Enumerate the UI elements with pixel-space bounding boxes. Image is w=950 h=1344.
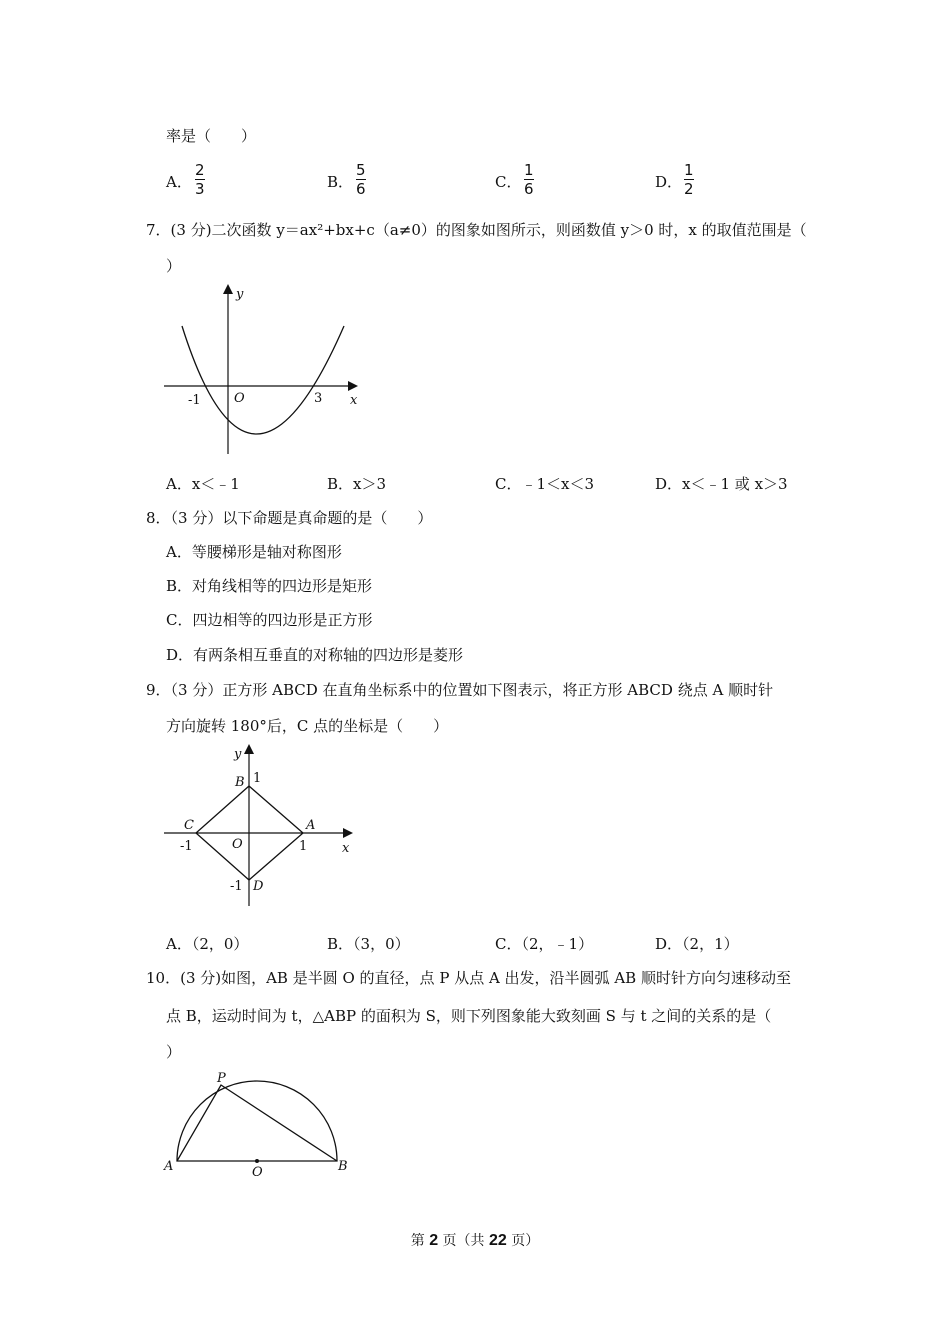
q10-semicircle-figure <box>160 1068 360 1183</box>
q6-option-d-label: D． <box>655 173 683 191</box>
q9-x-neg-one-label: -1 <box>180 839 193 854</box>
q9-y-neg-one-label: -1 <box>230 879 243 894</box>
q7-option-a: A．x＜﹣1 <box>166 475 240 493</box>
q6-option-a-den: 3 <box>195 180 205 198</box>
q8-option-b: B．对角线相等的四边形是矩形 <box>166 577 373 595</box>
q7-option-c: C．﹣1＜x＜3 <box>495 475 595 493</box>
q10-point-a-label: A <box>164 1159 174 1174</box>
q9-y-arrow <box>244 744 254 754</box>
q6-option-a-num: 2 <box>195 161 205 179</box>
q6-option-c-num: 1 <box>524 161 534 179</box>
footer-total-pages: 22 <box>489 1232 507 1249</box>
footer-middle: 页（共 <box>438 1233 489 1249</box>
footer-suffix: 页） <box>506 1233 540 1249</box>
q6-option-d-den: 2 <box>684 180 694 198</box>
q7-stem-line1: 7．(3 分)二次函数 y＝ax²+bx+c（a≠0）的图象如图所示，则函数值 y＞0 时，x 的取值范围是（ <box>146 221 807 239</box>
q7-x-arrow <box>348 381 358 391</box>
q9-x-arrow <box>343 828 353 838</box>
q9-stem-line1: 9．（3 分）正方形 ABCD 在直角坐标系中的位置如下图表示，将正方形 ABCD 绕点 A 顺时针 <box>146 681 774 699</box>
q9-x-one-label: 1 <box>299 839 308 854</box>
q9-option-d: D．（2，1） <box>655 935 739 953</box>
q6-option-b-fraction <box>356 162 366 197</box>
q6-tail: 率是（ ） <box>166 127 257 145</box>
q8-option-c: C．四边相等的四边形是正方形 <box>166 611 373 629</box>
q6-option-b-den: 6 <box>356 180 366 198</box>
q7-y-label: y <box>236 287 244 302</box>
q9-square-figure <box>160 740 370 910</box>
q7-parabola-curve <box>182 326 344 434</box>
q8-stem: 8．（3 分）以下命题是真命题的是（ ） <box>146 509 433 527</box>
q6-option-b-num: 5 <box>356 161 366 179</box>
q10-semicircle-ab <box>177 1081 337 1161</box>
page-footer <box>0 1230 950 1250</box>
q6-option-b-label: B． <box>327 173 354 191</box>
q6-option-a-label: A． <box>166 173 192 191</box>
q9-point-b-label: B <box>235 775 245 790</box>
q9-point-c-label: C <box>184 818 194 833</box>
q9-x-label: x <box>342 841 350 856</box>
q6-option-c-den: 6 <box>524 180 534 198</box>
q10-point-p-label: P <box>217 1071 226 1086</box>
q6-option-c-fraction <box>524 162 534 197</box>
q8-option-d: D．有两条相互垂直的对称轴的四边形是菱形 <box>166 646 464 664</box>
q7-x-label: x <box>350 393 358 408</box>
q6-option-c-label: C． <box>495 173 522 191</box>
q10-stem-line1: 10．(3 分)如图，AB 是半圆 O 的直径，点 P 从点 A 出发，沿半圆弧 AB 顺时针方向匀速移动至 <box>146 969 791 987</box>
q9-y-one-label: 1 <box>253 771 262 786</box>
q9-point-d-label: D <box>253 879 264 894</box>
q9-option-c: C．（2，﹣1） <box>495 935 594 953</box>
q9-y-label: y <box>234 747 242 762</box>
q7-left-root-label: -1 <box>188 393 201 408</box>
q6-option-d-fraction <box>684 162 694 197</box>
footer-prefix: 第 <box>410 1233 430 1249</box>
q10-point-b-label: B <box>338 1159 348 1174</box>
q7-stem-line2: ） <box>166 257 182 275</box>
q9-origin-label: O <box>232 837 243 852</box>
q7-right-root-label: 3 <box>314 391 323 406</box>
q10-stem-line2: 点 B，运动时间为 t，△ABP 的面积为 S，则下列图象能大致刻画 S 与 t 之间的关系的是（ <box>166 1007 772 1025</box>
q9-stem-line2: 方向旋转 180°后，C 点的坐标是（ ） <box>166 717 449 735</box>
q9-point-a-label: A <box>306 818 316 833</box>
q6-option-d-num: 1 <box>684 161 694 179</box>
q9-option-a: A．（2，0） <box>166 935 249 953</box>
q8-option-a: A．等腰梯形是轴对称图形 <box>166 543 342 561</box>
q7-option-b: B．x＞3 <box>327 475 387 493</box>
q10-stem-line3: ） <box>166 1043 182 1061</box>
q7-origin-label: O <box>234 391 245 406</box>
q6-option-a-fraction <box>195 162 205 197</box>
q10-point-o-label: O <box>252 1165 263 1180</box>
q7-y-arrow <box>223 284 233 294</box>
q9-option-b: B．（3，0） <box>327 935 410 953</box>
q7-parabola-figure <box>160 280 370 460</box>
q10-center-point <box>255 1159 259 1163</box>
q10-triangle-abp <box>177 1085 337 1161</box>
q7-option-d: D．x＜﹣1 或 x＞3 <box>655 475 788 493</box>
footer-page-number: 2 <box>429 1232 439 1249</box>
